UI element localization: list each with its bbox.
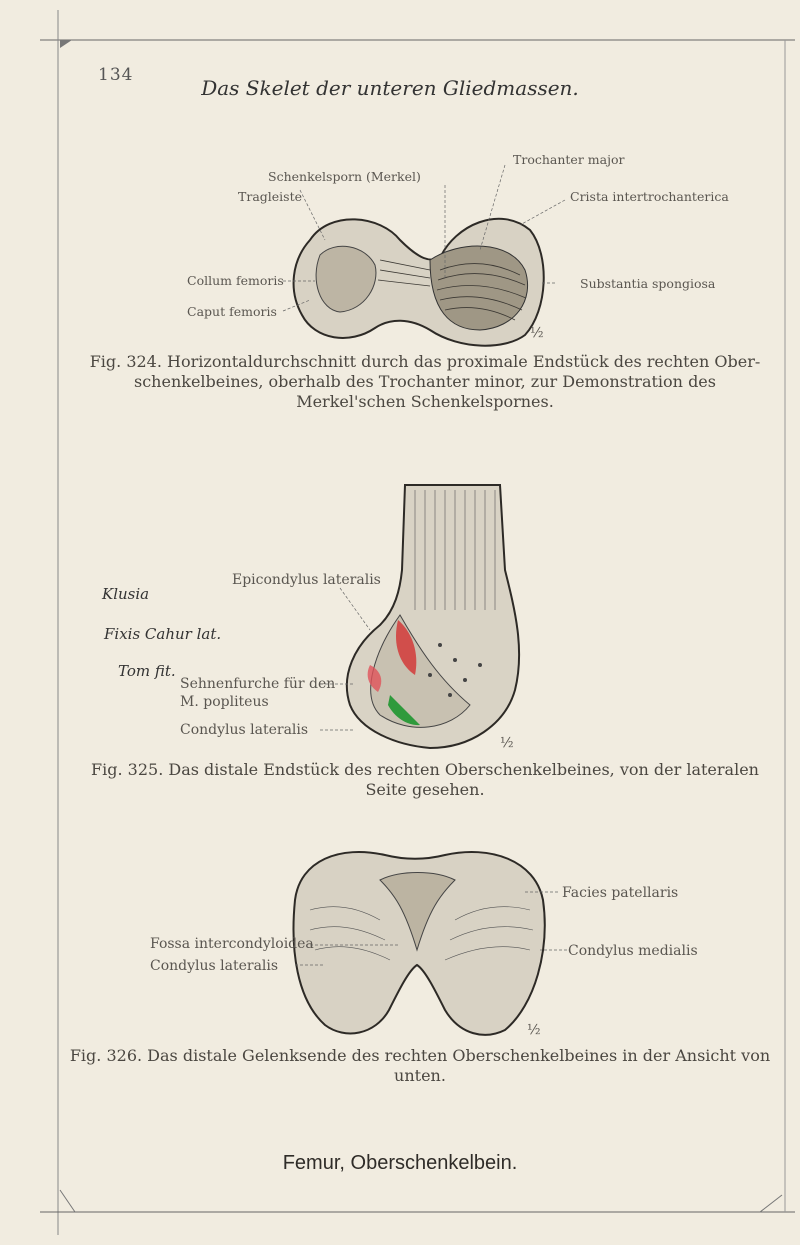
fig325-caption-line2: Seite gesehen. — [365, 780, 485, 799]
fig325-scale: ½ — [500, 735, 514, 751]
fig325-caption-line1: Fig. 325. Das distale Endstück des rechten Oberschenkelbeines, von der lateralen — [91, 760, 759, 779]
label-substantia: Substantia spongiosa — [580, 276, 716, 291]
label-popliteus: M. popliteus — [180, 694, 269, 710]
page-number: 134 — [98, 65, 134, 85]
label-condylus-lateralis-325: Condylus lateralis — [180, 722, 309, 738]
fig326-scale: ½ — [527, 1022, 541, 1038]
label-facies-patellaris: Facies patellaris — [562, 885, 679, 901]
handwritten-note-3: Tom fit. — [118, 662, 176, 680]
label-epicondylus: Epicondylus lateralis — [232, 572, 381, 588]
label-caput: Caput femoris — [187, 304, 277, 319]
label-fossa: Fossa intercondyloidea — [150, 936, 314, 952]
label-sehnenfurche: Sehnenfurche für den — [180, 676, 336, 692]
label-collum: Collum femoris — [187, 273, 284, 288]
fig326-caption-line2: unten. — [394, 1066, 446, 1085]
fig326-caption-line1: Fig. 326. Das distale Gelenksende des rechten Oberschenkelbeines in der Ansicht von — [69, 1046, 771, 1065]
label-condylus-medialis: Condylus medialis — [568, 943, 698, 959]
label-tragleiste: Tragleiste — [238, 189, 302, 204]
running-head: Das Skelet der unteren Gliedmassen. — [201, 76, 579, 100]
label-crista: Crista intertrochanterica — [570, 189, 729, 204]
label-condylus-lateralis-326: Condylus lateralis — [150, 958, 279, 974]
label-trochanter-major: Trochanter major — [513, 152, 625, 167]
label-schenkelsporn: Schenkelsporn (Merkel) — [268, 169, 421, 184]
page-footer-title: Femur, Oberschenkelbein. — [282, 1152, 518, 1174]
handwritten-note-2: Fixis Cahur lat. — [104, 625, 222, 643]
handwritten-note-1: Klusia — [102, 585, 150, 603]
fig324-caption: Fig. 324. Horizontaldurchschnitt durch das proximale Endstück des rechten Ober-schenkelbeines, oberhalb des Trochanter minor, zur Demonstration des Merkel'schen Schenkelspornes. — [89, 352, 761, 411]
fig324-scale: ½ — [530, 325, 544, 341]
